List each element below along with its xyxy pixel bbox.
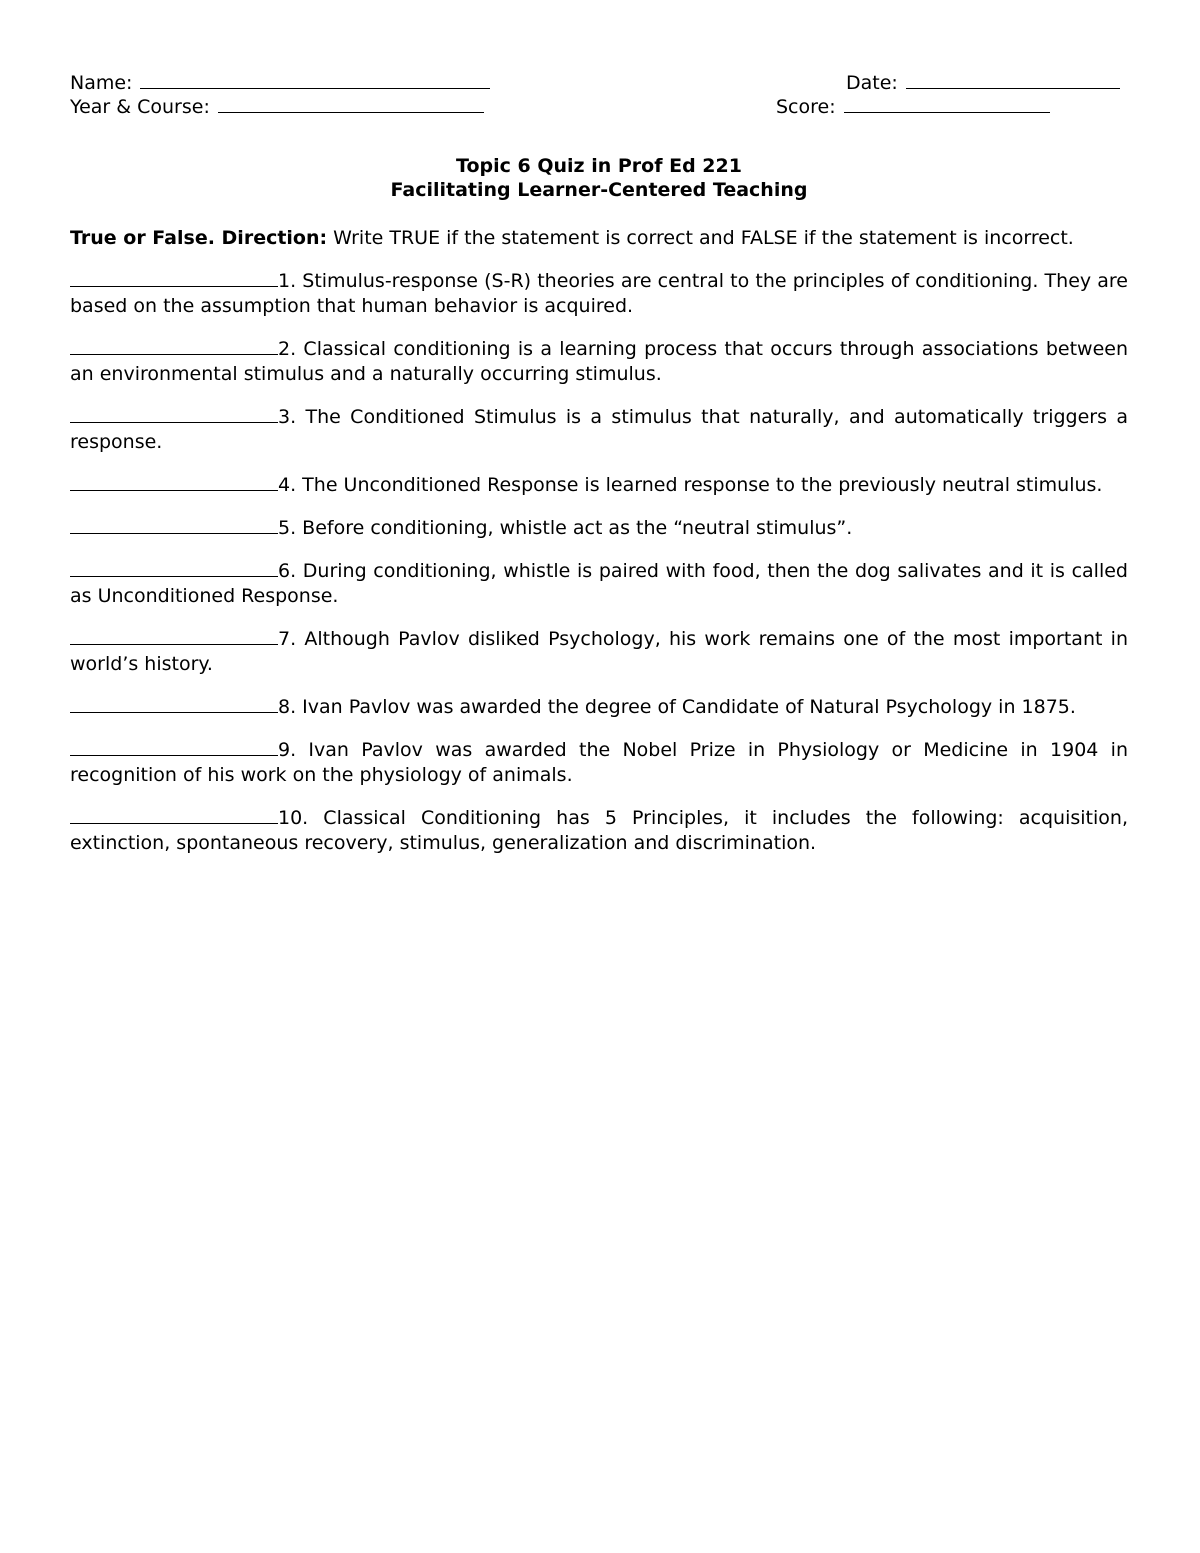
- direction-paragraph: [70, 226, 1128, 251]
- answer-blank[interactable]: [70, 404, 278, 423]
- year-course-field: [70, 94, 484, 119]
- name-label: Name:: [70, 72, 133, 94]
- answer-blank[interactable]: [70, 472, 278, 491]
- name-field: [70, 70, 490, 95]
- question-text: 1. Stimulus-response (S-R) theories are central to the principles of conditioning. They are based on the assumption that human behavior is acquired.: [70, 270, 1128, 317]
- question-item: [70, 737, 1128, 788]
- score-blank[interactable]: [844, 94, 1050, 113]
- header-row-1: [70, 70, 1128, 94]
- question-text: 8. Ivan Pavlov was awarded the degree of Candidate of Natural Psychology in 1875.: [278, 696, 1076, 718]
- question-item: [70, 558, 1128, 609]
- question-text: 2. Classical conditioning is a learning process that occurs through associations between an environmental stimulus and a naturally occurring stimulus.: [70, 338, 1128, 385]
- answer-blank[interactable]: [70, 268, 278, 287]
- question-item: [70, 404, 1128, 455]
- title-line-1: Topic 6 Quiz in Prof Ed 221: [456, 155, 742, 177]
- question-text: 3. The Conditioned Stimulus is a stimulus that naturally, and automatically triggers a response.: [70, 406, 1128, 453]
- question-item: [70, 805, 1128, 856]
- date-field: [846, 70, 1120, 95]
- question-text: 4. The Unconditioned Response is learned response to the previously neutral stimulus.: [278, 474, 1103, 496]
- answer-blank[interactable]: [70, 737, 278, 756]
- title-line-2: Facilitating Learner-Centered Teaching: [390, 179, 808, 201]
- year-course-blank[interactable]: [218, 94, 484, 113]
- answer-blank[interactable]: [70, 626, 278, 645]
- year-course-label: Year & Course:: [70, 96, 210, 118]
- answer-blank[interactable]: [70, 694, 278, 713]
- question-text: 5. Before conditioning, whistle act as the “neutral stimulus”.: [278, 517, 853, 539]
- answer-blank[interactable]: [70, 515, 278, 534]
- question-item: [70, 472, 1128, 498]
- question-text: 7. Although Pavlov disliked Psychology, his work remains one of the most important in world’s history.: [70, 628, 1128, 675]
- answer-blank[interactable]: [70, 336, 278, 355]
- score-field: [776, 94, 1050, 119]
- question-item: [70, 515, 1128, 541]
- question-text: 6. During conditioning, whistle is paired with food, then the dog salivates and it is called as Unconditioned Response.: [70, 560, 1128, 607]
- question-text: 10. Classical Conditioning has 5 Principles, it includes the following: acquisition, extinction, spontaneous recovery, stimulus, generalization and discrimination.: [70, 807, 1128, 854]
- date-label: Date:: [846, 72, 898, 94]
- score-label: Score:: [776, 96, 836, 118]
- question-item: [70, 268, 1128, 319]
- question-item: [70, 694, 1128, 720]
- name-blank[interactable]: [140, 70, 490, 89]
- question-item: [70, 626, 1128, 677]
- answer-blank[interactable]: [70, 558, 278, 577]
- answer-blank[interactable]: [70, 805, 278, 824]
- question-item: [70, 336, 1128, 387]
- date-blank[interactable]: [906, 70, 1120, 89]
- question-list: [70, 268, 1128, 856]
- direction-lead: True or False. Direction:: [70, 227, 328, 249]
- quiz-page: [70, 70, 1128, 856]
- question-text: 9. Ivan Pavlov was awarded the Nobel Prize in Physiology or Medicine in 1904 in recognition of his work on the physiology of animals.: [70, 739, 1128, 786]
- header-row-2: [70, 94, 1128, 118]
- direction-text: Write TRUE if the statement is correct and FALSE if the statement is incorrect.: [327, 227, 1074, 249]
- quiz-title: [70, 154, 1128, 202]
